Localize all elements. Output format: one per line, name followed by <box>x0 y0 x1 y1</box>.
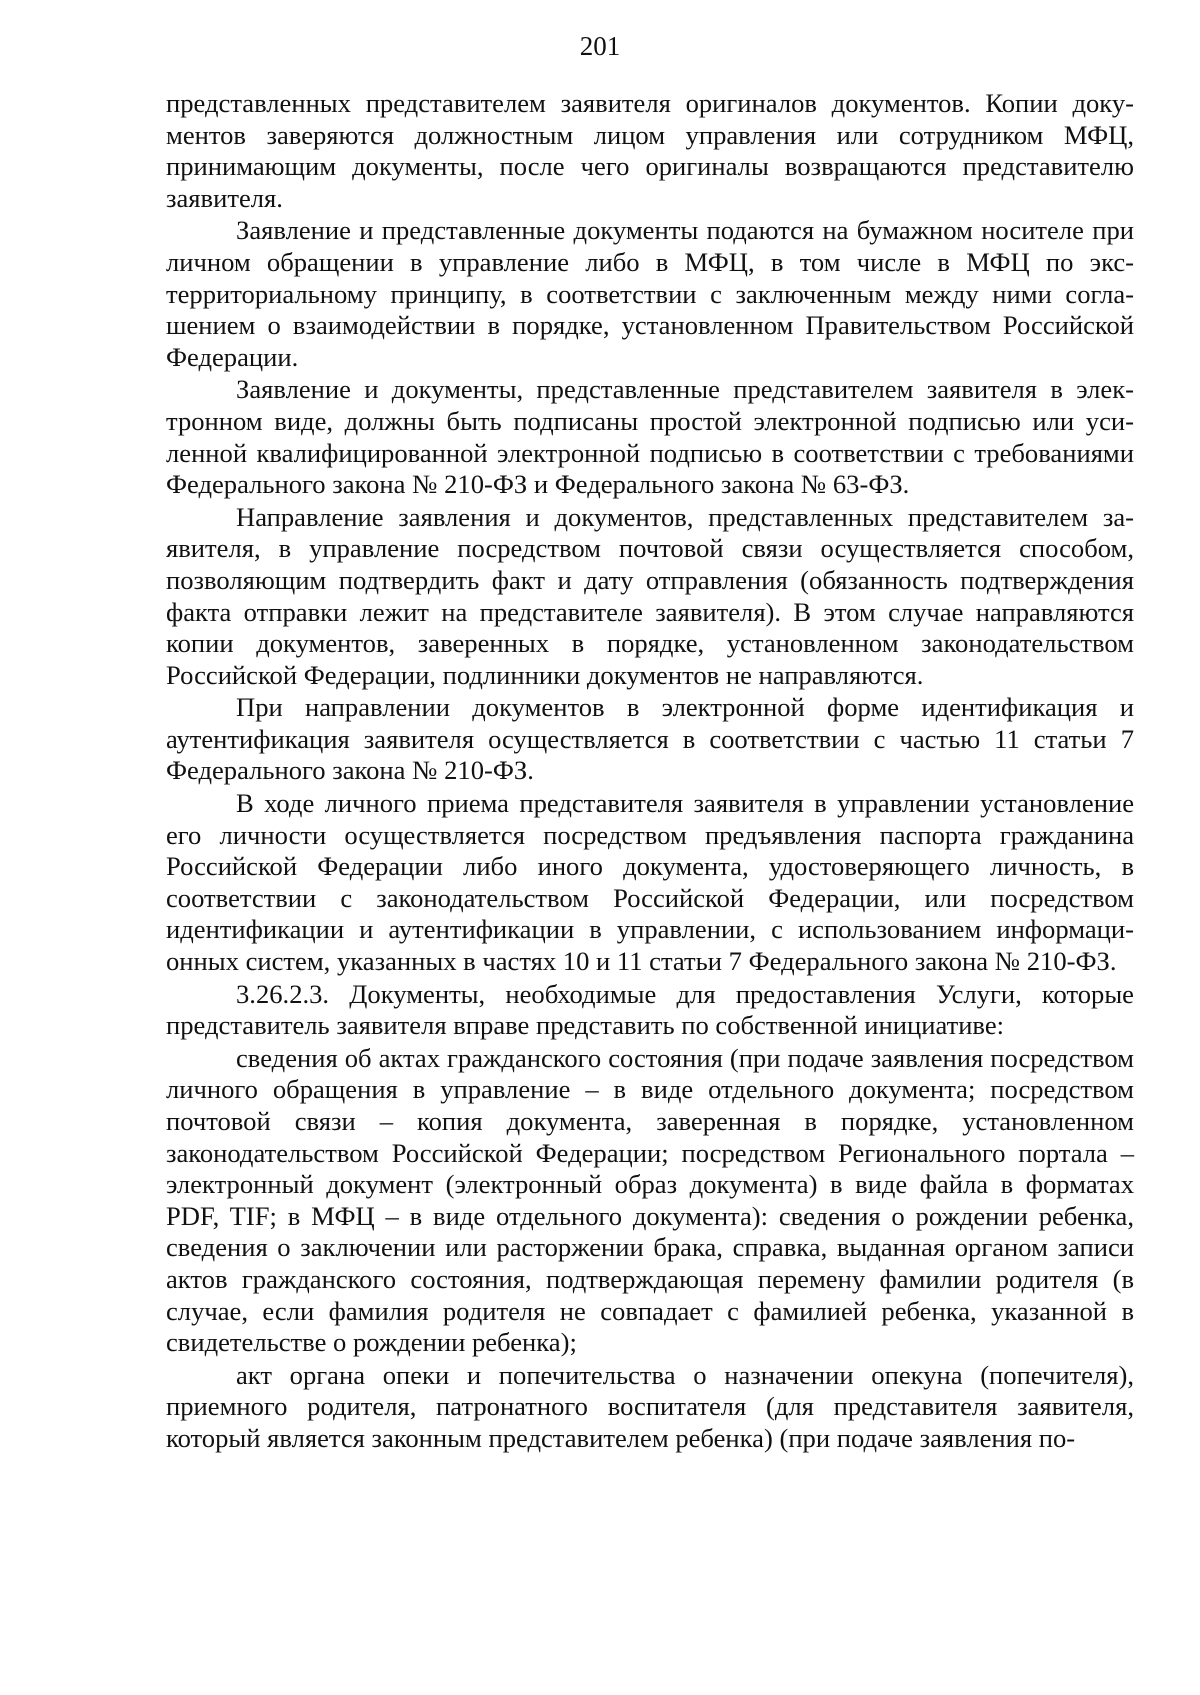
paragraph-7: 3.26.2.3. Документы, необходимые для предоставления Услуги, которые представитель заявителя вправе представить по собственной инициативе: <box>166 978 1134 1041</box>
paragraph-5: При направлении документов в электронной форме идентификация и аутентификация заявителя осуществляется в соответствии с частью 11 статьи 7 Федерального закона № 210-ФЗ. <box>166 692 1134 786</box>
paragraph-9: акт органа опеки и попечительства о назначении опекуна (попечителя), приемного родителя, патронатного воспитателя (для представителя заявителя, который является законным представителем ребенка) (при подаче заявления по- <box>166 1359 1134 1453</box>
document-body <box>166 88 1134 1456</box>
paragraph-6: В ходе личного приема представителя заявителя в управлении установление его личности осуществляется посредством предъявления паспорта гражданина Российской Федерации либо иного документа, удостоверяющего личность, в соответствии с законодательством Российской Федерации, или посредством идентификации и аутентификации в управлении, с использованием информационных систем, указанных в частях 10 и 11 статьи 7 Федерального закона № 210-ФЗ. <box>166 788 1134 977</box>
paragraph-4: Направление заявления и документов, представленных представителем заявителя, в управление посредством почтовой связи осуществляется способом, позволяющим подтвердить факт и дату отправления (обязанность подтверждения факта отправки лежит на представителе заявителя). В этом случае направляются копии документов, заверенных в порядке, установленном законодательством Российской Федерации, подлинники документов не направляются. <box>166 501 1134 690</box>
paragraph-8: сведения об актах гражданского состояния (при подаче заявления посредством личного обращения в управление – в виде отдельного документа; посредством почтовой связи – копия документа, заверенная в порядке, установленном законодательством Российской Федерации; посредством Регионального портала – электронный документ (электронный образ документа) в виде файла в форматах PDF, TIF; в МФЦ – в виде отдельного документа): сведения о рождении ребенка, сведения о заключении или расторжении брака, справка, выданная органом записи актов гражданского состояния, подтверждающая перемену фамилии родителя (в случае, если фамилия родителя не совпадает с фамилией ребенка, указанной в свидетельстве о рождении ребенка); <box>166 1042 1134 1358</box>
paragraph-2: Заявление и представленные документы подаются на бумажном носителе при личном обращении в управление либо в МФЦ, в том числе в МФЦ по экстерриториальному принципу, в соответствии с заключенным между ними соглашением о взаимодействии в порядке, установленном Правительством Российской Федерации. <box>166 215 1134 372</box>
page-number: 201 <box>579 31 621 61</box>
paragraph-3: Заявление и документы, представленные представителем заявителя в электронном виде, должны быть подписаны простой электронной подписью или усиленной квалифицированной электронной подписью в соответствии с требованиями Федерального закона № 210-ФЗ и Федерального закона № 63-ФЗ. <box>166 374 1134 500</box>
paragraph-1: представленных представителем заявителя оригиналов документов. Копии документов заверяются должностным лицом управления или сотрудником МФЦ, принимающим документы, после чего оригиналы возвращаются представителю заявителя. <box>166 88 1134 213</box>
